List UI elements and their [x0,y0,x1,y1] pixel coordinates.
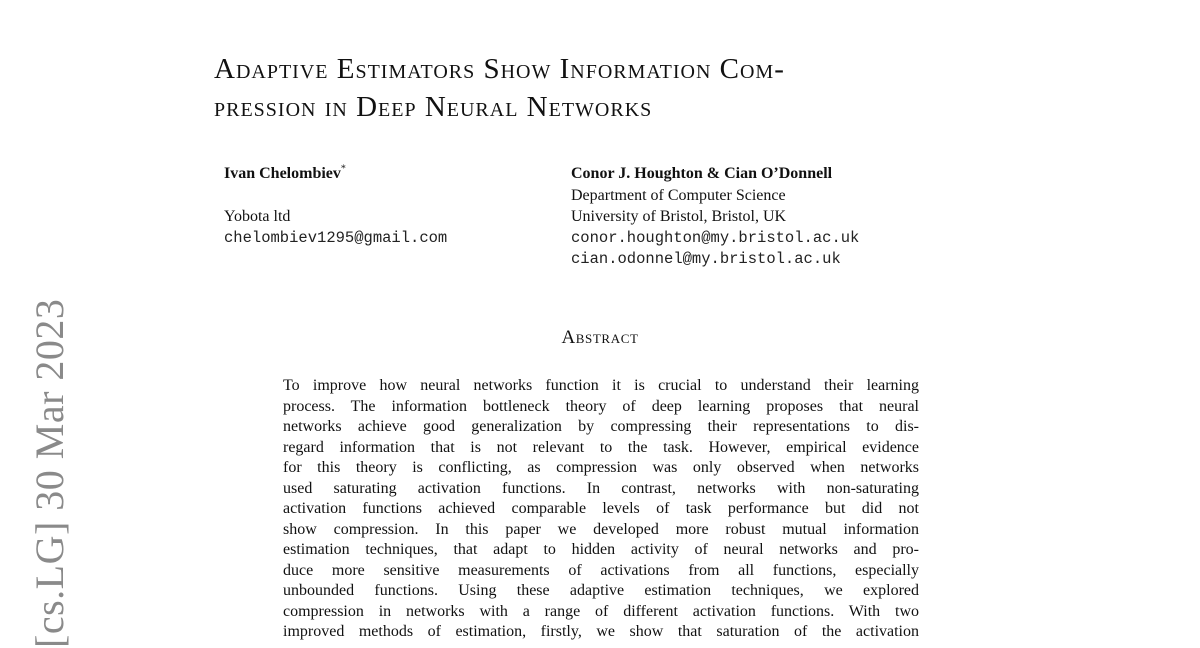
abstract-line: estimation techniques, that adapt to hidden activity of neural networks and pro- [283,541,919,558]
footnote-mark: * [340,163,346,175]
arxiv-stamp: [cs.LG] 30 Mar 2023 [27,298,72,648]
title-line-2: pression in Deep Neural Networks [214,91,653,123]
paper-title [214,50,1014,126]
author-email-right-1: conor.houghton@my.bristol.ac.uk [571,228,860,247]
author-university: University of Bristol, Bristol, UK [571,208,787,225]
title-line-1: Adaptive Estimators Show Information Com- [214,53,785,85]
abstract-line: activation functions achieved comparable levels of task performance but did not [283,500,919,517]
abstract-line: improved methods of estimation, firstly, we show that saturation of the activation [283,623,919,640]
abstract-line: compression in networks with a range of different activation functions. With two [283,602,919,620]
abstract-line: duce more sensitive measurements of activations from all functions, especially [283,561,919,579]
author-email-right-2: cian.odonnel@my.bristol.ac.uk [571,250,841,268]
abstract-line: show compression. In this paper we developed more robust mutual information [283,520,919,538]
abstract-line: for this theory is conflicting, as compression was only observed when networks [283,459,919,476]
author-name-right: Conor J. Houghton & Cian O’Donnell [571,165,833,182]
abstract-line: networks achieve good generalization by compressing their representations to dis- [283,418,919,435]
abstract-body [283,376,919,643]
abstract-heading: Abstract [561,327,639,348]
abstract-line: regard information that is not relevant to the task. However, empirical evidence [283,438,919,456]
abstract-line: unbounded functions. Using these adaptive estimation techniques, we explored [283,582,919,599]
author-block-right [571,163,991,271]
abstract-line: To improve how neural networks function it is crucial to understand their learning [283,377,919,394]
abstract-line: used saturating activation functions. In contrast, networks with non-saturating [283,479,919,497]
author-email-left: chelombiev1295@gmail.com [224,228,448,247]
author-department: Department of Computer Science [571,186,786,204]
author-name-left [224,163,544,185]
author-affiliation-left: Yobota ltd [224,208,291,225]
abstract-line: process. The information bottleneck theory of deep learning proposes that neural [283,397,919,415]
author-block-left [224,163,544,249]
author-name-text: Ivan Chelombiev [224,165,341,182]
